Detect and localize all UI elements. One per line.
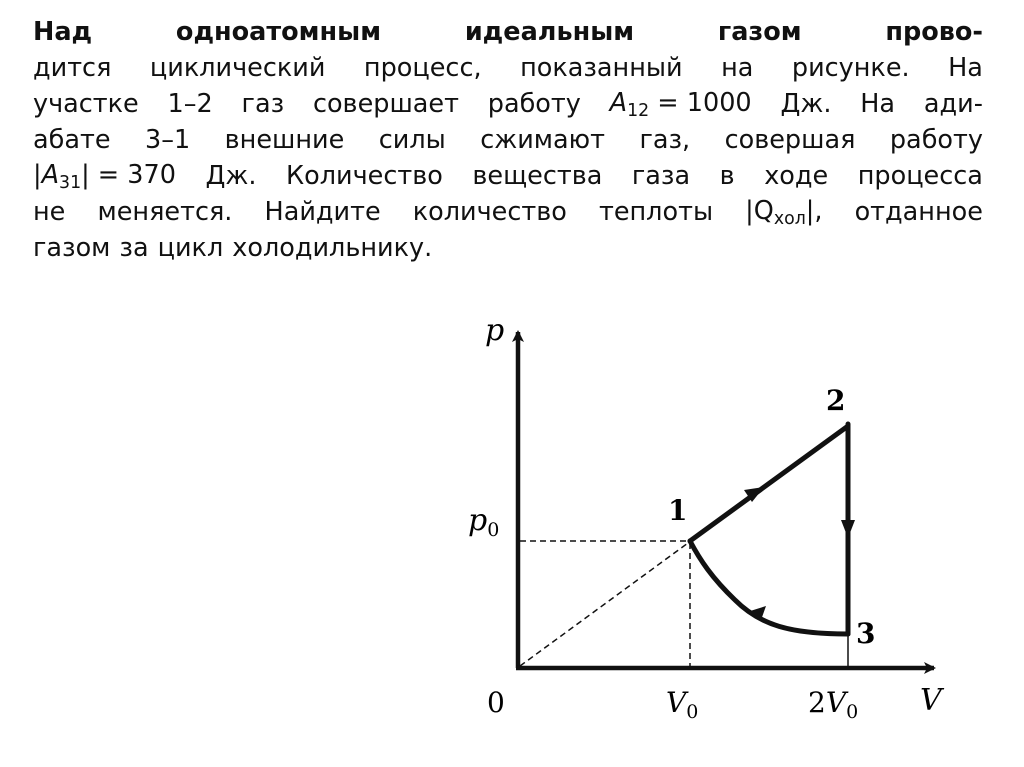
problem-word: силы: [378, 125, 446, 155]
problem-word: идеальным: [464, 17, 635, 47]
problem-word: за: [119, 233, 149, 263]
problem-word: цикл: [157, 233, 224, 263]
problem-word: 1–2: [167, 89, 213, 119]
2v0-label: $2V_0$: [808, 686, 859, 723]
problem-word: ходе: [764, 161, 829, 191]
problem-word: совершает: [312, 89, 459, 119]
problem-word: $A_{12} = 1000$: [609, 87, 752, 121]
problem-word: одноатомным: [175, 17, 382, 47]
problem-word: ади-: [923, 89, 983, 119]
problem-word: совершая: [724, 125, 856, 155]
problem-word: газом: [33, 233, 111, 263]
origin-label: 0: [487, 686, 505, 719]
problem-word: работу: [889, 125, 983, 155]
problem-word: показанный: [520, 53, 683, 83]
problem-word: внешние: [224, 125, 345, 155]
p0-label: $p_0$: [468, 503, 500, 541]
direction-arrow-2-3: [841, 520, 855, 538]
process-1-2: [690, 426, 848, 541]
problem-word: газ,: [639, 125, 691, 155]
problem-word: На: [948, 53, 983, 83]
problem-word: Найдите: [264, 197, 381, 227]
point-1-label: 1: [668, 494, 688, 527]
problem-word: вещества: [472, 161, 603, 191]
v-axis-label: V: [920, 683, 942, 718]
problem-word: холодильнику.: [232, 233, 433, 263]
problem-word: дится: [33, 53, 112, 83]
problem-word: рисунке.: [791, 53, 910, 83]
point-2-label: 2: [826, 384, 846, 417]
problem-word: Количество: [286, 161, 443, 191]
problem-word: циклический: [149, 53, 326, 83]
point-3-label: 3: [856, 617, 876, 650]
problem-word: теплоты: [598, 197, 714, 227]
problem-word: $|A_{31}| = 370$: [33, 159, 176, 193]
problem-word: прово-: [885, 17, 983, 47]
problem-word: газ: [241, 89, 285, 119]
problem-word: $|Q_{хол}|$,: [745, 195, 823, 229]
problem-word: Над: [33, 17, 93, 47]
problem-word: в: [719, 161, 735, 191]
problem-word: работу: [487, 89, 581, 119]
problem-word: не: [33, 197, 66, 227]
p-axis-label: p: [485, 313, 505, 348]
v0-label: $V_0$: [666, 686, 699, 723]
problem-word: участке: [33, 89, 139, 119]
problem-word: Дж.: [780, 89, 832, 119]
problem-word: Дж.: [205, 161, 257, 191]
problem-word: отданное: [854, 197, 983, 227]
problem-word: процесса: [857, 161, 983, 191]
problem-word: процесс,: [363, 53, 482, 83]
problem-word: меняется.: [97, 197, 233, 227]
problem-word: 3–1: [144, 125, 191, 155]
problem-word: газа: [631, 161, 691, 191]
problem-word: на: [721, 53, 754, 83]
origin-ray: [520, 543, 688, 666]
problem-word: абате: [33, 125, 111, 155]
process-3-1: [690, 541, 848, 634]
problem-word: На: [860, 89, 896, 119]
problem-word: сжимают: [480, 125, 605, 155]
problem-word: газом: [717, 17, 802, 47]
problem-word: количество: [412, 197, 567, 227]
